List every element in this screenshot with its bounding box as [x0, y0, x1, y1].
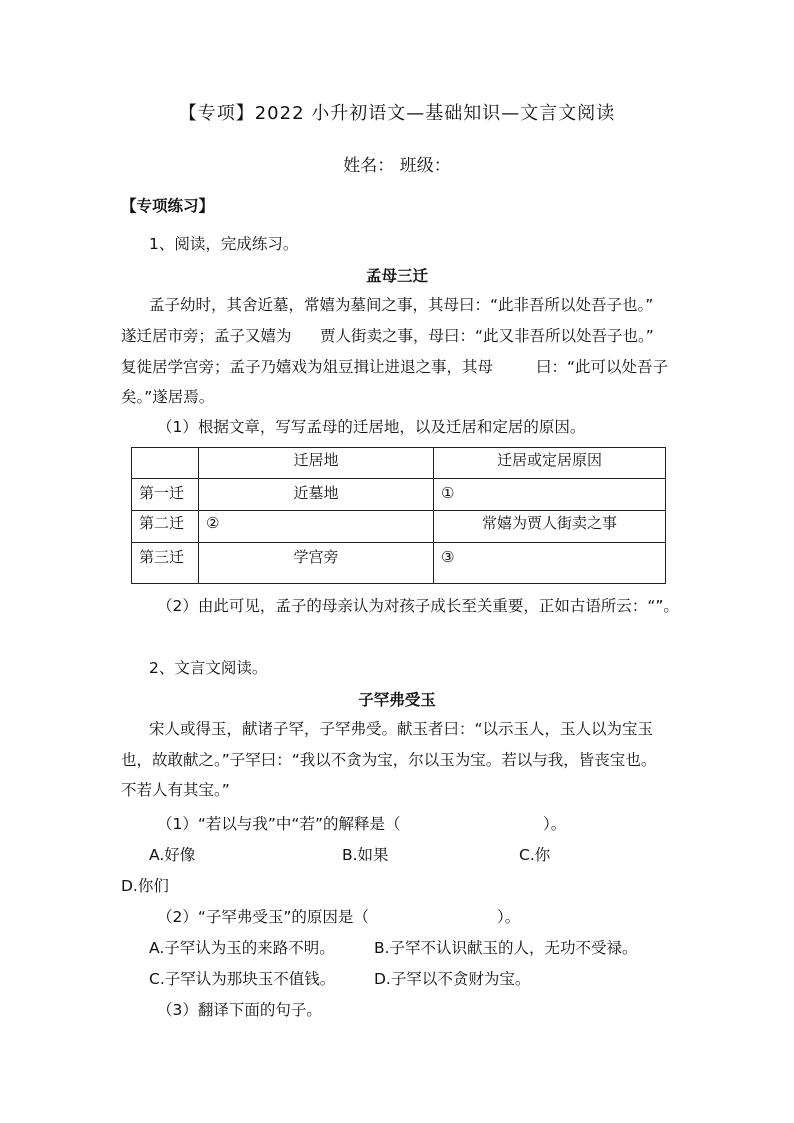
q1-passage-line-1: 孟子幼时，其舍近墓，常嬉为墓间之事，其母曰：“此非吾所以处吾子也。” [149, 296, 654, 314]
name-class-row: 姓名： 班级： [343, 156, 451, 176]
q2-passage-line-3: 不若人有其宝。” [121, 781, 230, 799]
q2-sub2-option-d[interactable]: D.子罕以不贪财为宝。 [374, 970, 531, 988]
q2-sub1-option-b[interactable]: B.如果 [342, 846, 389, 864]
table-cell: 常嬉为贾人街卖之事 [434, 511, 666, 543]
q2-sub2-end: ）。 [497, 908, 521, 926]
q1-sub1: （1）根据文章，写写孟母的迁居地，以及迁居和定居的原因。 [157, 418, 586, 436]
q1-sub2: （2）由此可见，孟子的母亲认为对孩子成长至关重要，正如古语所云：“”。 [157, 597, 679, 615]
table-cell: 第一迁 [132, 479, 199, 511]
q2-sub3: （3）翻译下面的句子。 [157, 1001, 322, 1019]
table-header-cell [132, 448, 199, 479]
document-title: 【专项】2022 小升初语文—基础知识—文言文阅读 [178, 103, 616, 124]
q2-passage-line-2: 也，故敢献之。”子罕曰：“我以不贪为宝，尔以玉为宝。若以与我，皆丧宝也。 [121, 751, 657, 769]
table-header-cell: 迁居或定居原因 [434, 448, 666, 479]
q1-passage-line-4: 矣。”遂居焉。 [121, 388, 215, 406]
q2-passage-title: 子罕弗受玉 [358, 691, 436, 709]
q1-intro: 1、阅读，完成练习。 [149, 235, 299, 253]
q2-passage-line-1: 宋人或得玉，献诸子罕，子罕弗受。献玉者曰：“以示玉人，玉人以为宝玉 [149, 720, 654, 738]
q2-sub1-end: ）。 [543, 815, 567, 833]
section-heading: 【专项练习】 [121, 197, 215, 215]
migration-table [131, 447, 666, 584]
q2-intro: 2、文言文阅读。 [149, 659, 268, 677]
q2-sub2: （2）“子罕弗受玉”的原因是（ [157, 908, 369, 926]
q2-sub1-option-d[interactable]: D.你们 [121, 877, 169, 895]
table-cell: 第二迁 [132, 511, 199, 543]
q1-passage-line-2a: 遂迁居市旁；孟子又嬉为 [121, 327, 292, 345]
q2-sub2-option-b[interactable]: B.子罕不认识献玉的人，无功不受禄。 [374, 939, 638, 957]
q1-passage-line-3b: 曰：“此可以处吾子 [536, 358, 669, 376]
q2-sub1-option-a[interactable]: A.好像 [149, 846, 196, 864]
answer-blank-2[interactable]: ② [199, 511, 434, 543]
q1-passage-title: 孟母三迁 [365, 267, 428, 285]
table-cell: 近墓地 [199, 479, 434, 511]
table-cell: 学宫旁 [199, 543, 434, 584]
table-row [132, 543, 666, 584]
q1-passage-line-3a: 复徙居学宫旁；孟子乃嬉戏为俎豆揖让进退之事，其母 [121, 358, 494, 376]
q2-sub1-option-c[interactable]: C.你 [519, 846, 551, 864]
q2-sub2-option-a[interactable]: A.子罕认为玉的来路不明。 [149, 939, 335, 957]
q2-sub1: （1）“若以与我”中“若”的解释是（ [157, 815, 401, 833]
q1-passage-line-2b: 贾人街卖之事，母曰：“此又非吾所以处吾子也。” [320, 327, 654, 345]
table-cell: 第三迁 [132, 543, 199, 584]
answer-blank-1[interactable]: ① [434, 479, 666, 511]
table-row [132, 479, 666, 511]
table-header-row [132, 448, 666, 479]
answer-blank-3[interactable]: ③ [434, 543, 666, 584]
q2-sub2-option-c[interactable]: C.子罕认为那块玉不值钱。 [149, 970, 336, 988]
table-header-cell: 迁居地 [199, 448, 434, 479]
table-row [132, 511, 666, 543]
